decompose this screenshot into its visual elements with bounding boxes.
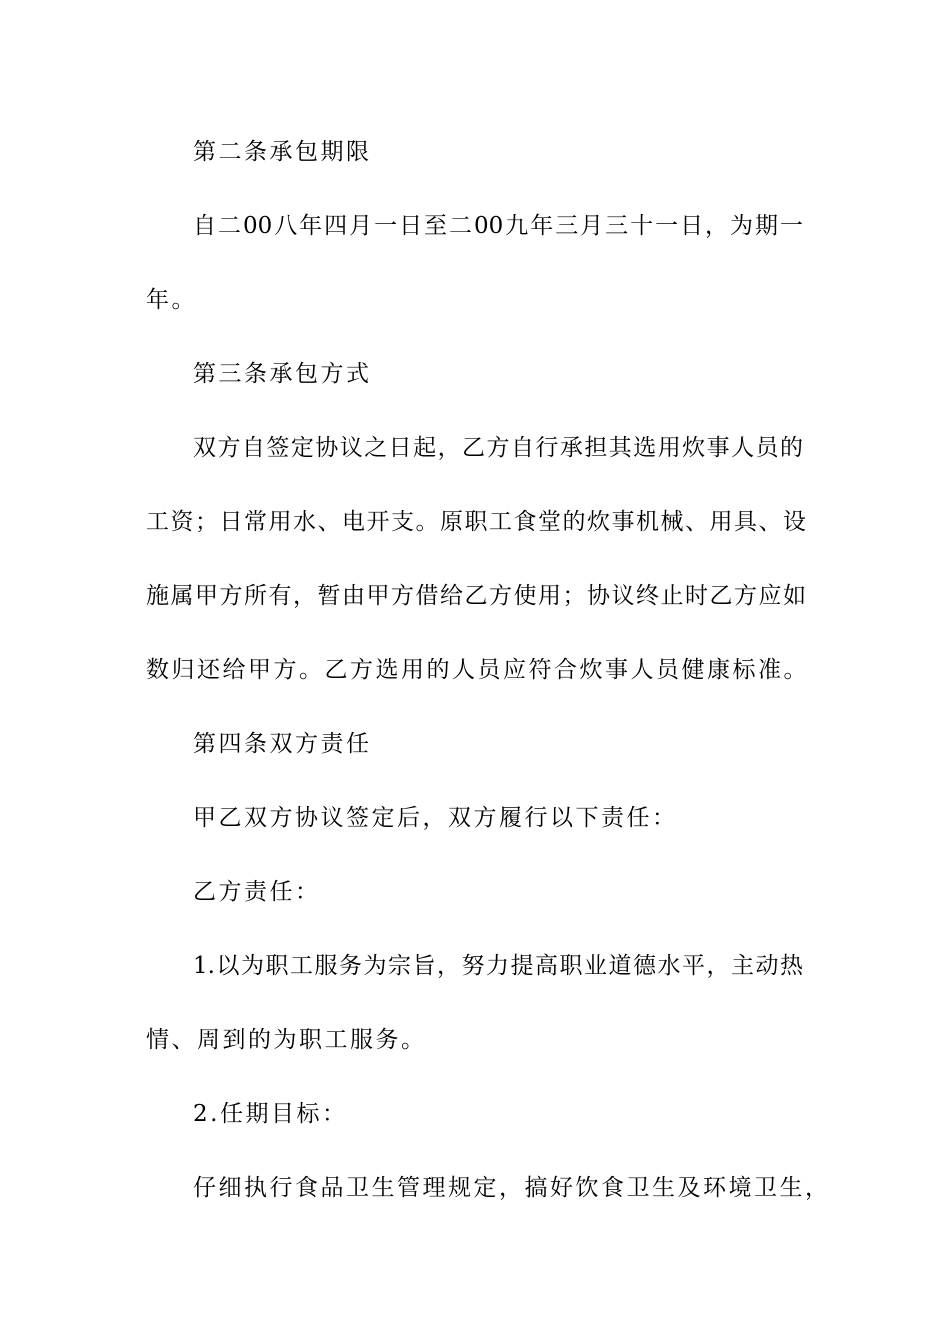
subheading-party-b: 乙方责任： xyxy=(193,879,321,905)
paragraph-line: 双方自签定协议之日起，乙方自行承担其选用炊事人员的 xyxy=(193,435,803,461)
paragraph-line: 自二00八年四月一日至二00九年三月三十一日，为期一 xyxy=(193,213,803,239)
heading-article-4: 第四条双方责任 xyxy=(193,731,372,757)
paragraph-line: 年。 xyxy=(146,287,197,313)
paragraph-line: 工资；日常用水、电开支。原职工食堂的炊事机械、用具、设 xyxy=(146,509,806,535)
paragraph-line: 仔细执行食品卫生管理规定，搞好饮食卫生及环境卫生， xyxy=(193,1175,831,1201)
heading-article-2: 第二条承包期限 xyxy=(193,139,372,165)
paragraph-line: 数归还给甲方。乙方选用的人员应符合炊事人员健康标准。 xyxy=(146,657,809,683)
paragraph-line: 甲乙双方协议签定后，双方履行以下责任： xyxy=(193,805,678,831)
list-item-1: 1.以为职工服务为宗旨，努力提高职业道德水平，主动热 xyxy=(193,953,803,979)
paragraph-line: 情、周到的为职工服务。 xyxy=(146,1027,427,1053)
list-item-2: 2.任期目标： xyxy=(193,1101,348,1127)
heading-article-3: 第三条承包方式 xyxy=(193,361,372,387)
paragraph-line: 施属甲方所有，暂由甲方借给乙方使用；协议终止时乙方应如 xyxy=(146,583,806,609)
